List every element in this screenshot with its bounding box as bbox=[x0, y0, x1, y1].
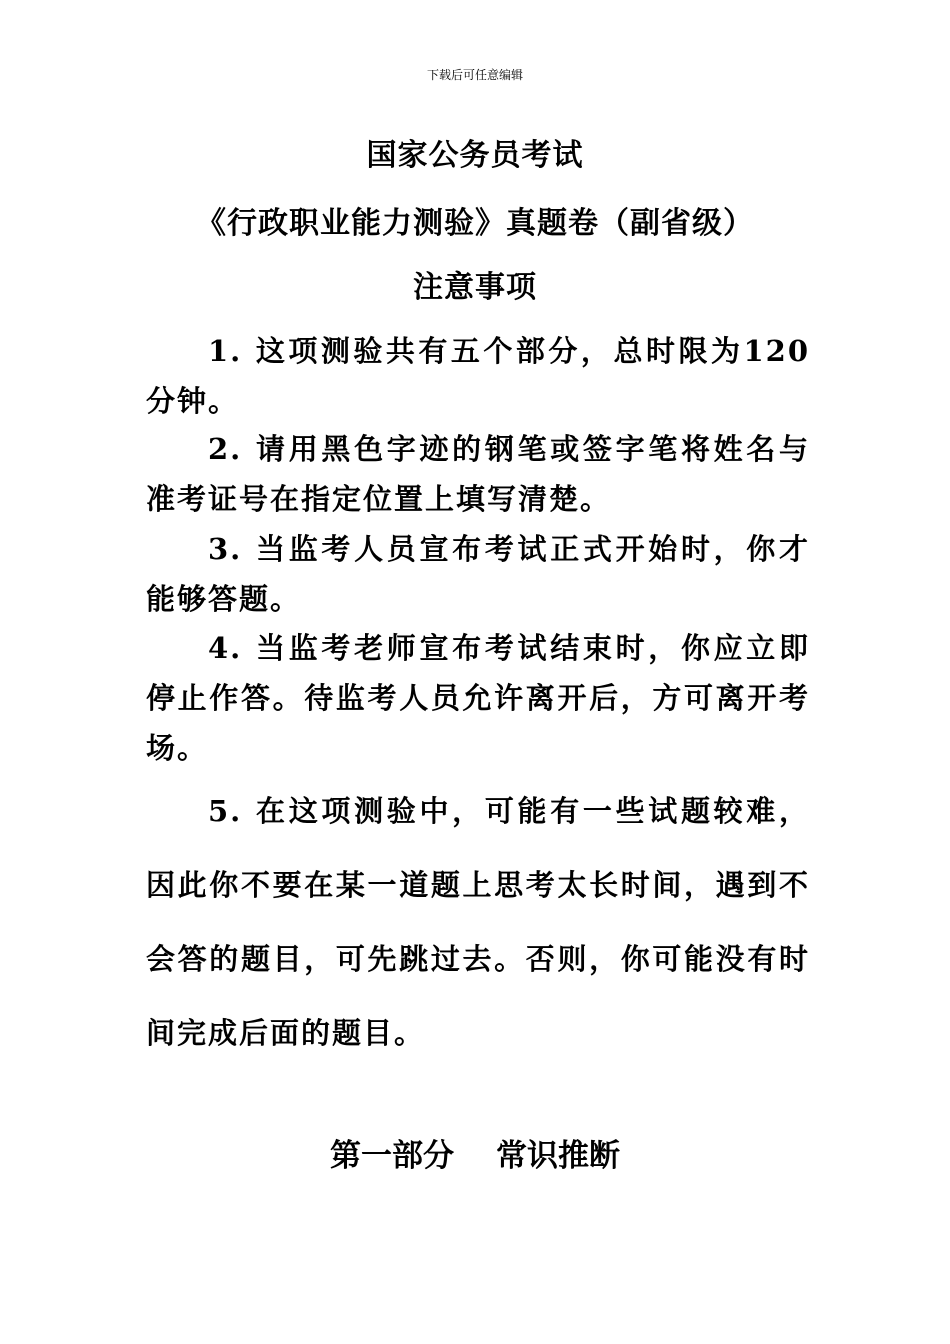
instruction-4-text: 4. 当监考老师宣布考试结束时，你应立即停止作答。待监考人员允许离开后，方可离开考场。 bbox=[146, 631, 810, 765]
header-note: 下载后可任意编辑 bbox=[426, 68, 523, 82]
section-name: 常识推断 bbox=[496, 1138, 620, 1174]
instruction-3 bbox=[146, 524, 810, 624]
section-part: 第一部分 bbox=[330, 1138, 454, 1174]
instruction-3-text: 3. 当监考人员宣布考试正式开始时，你才能够答题。 bbox=[146, 532, 810, 616]
instruction-5 bbox=[146, 774, 810, 1070]
instruction-4 bbox=[146, 623, 810, 773]
instruction-2-text: 2. 请用黑色字迹的钢笔或签字笔将姓名与准考证号在指定位置上填写清楚。 bbox=[146, 432, 810, 516]
instruction-2 bbox=[146, 424, 810, 524]
section-heading bbox=[0, 1130, 950, 1175]
instruction-5-text: 5. 在这项测验中，可能有一些试题较难，因此你不要在某一道题上思考太长时间，遇到不会答的题目，可先跳过去。否则，你可能没有时间完成后面的题目。 bbox=[146, 794, 810, 1050]
exam-title: 国家公务员考试 bbox=[366, 138, 584, 173]
paper-title: 《行政职业能力测验》真题卷（副省级） bbox=[196, 206, 754, 241]
notice-title: 注意事项 bbox=[413, 270, 537, 305]
instruction-1 bbox=[146, 326, 810, 426]
instruction-1-text: 1. 这项测验共有五个部分，总时限为120分钟。 bbox=[146, 334, 810, 418]
